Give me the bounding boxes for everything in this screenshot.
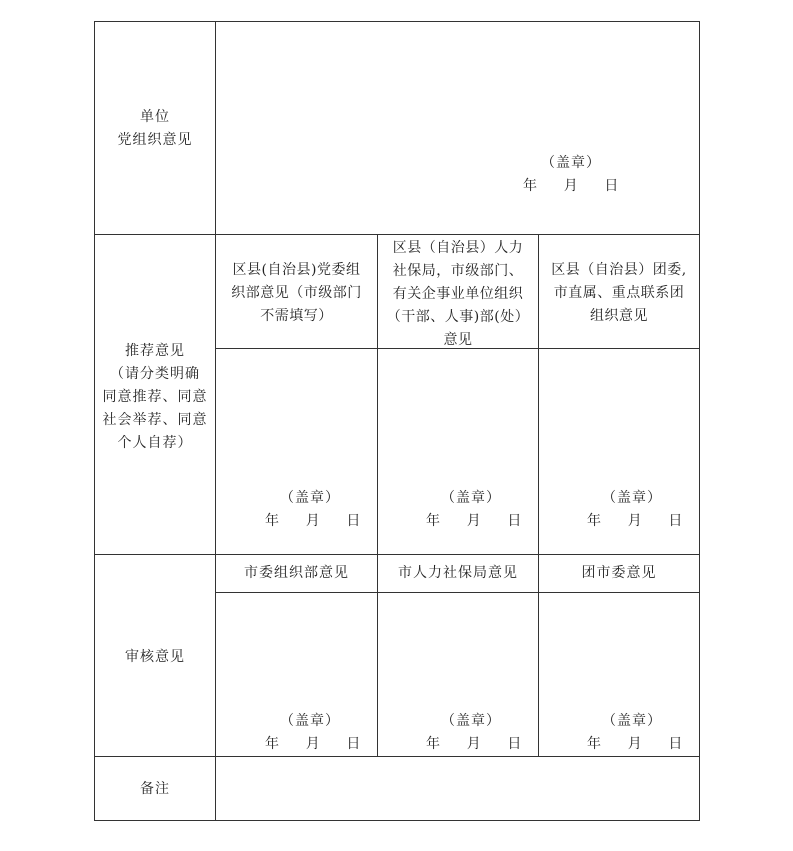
remarks-field[interactable] xyxy=(216,757,699,820)
review-col1-header: 市委组织部意见 xyxy=(244,565,349,581)
unit-party-date: 年 月 日 xyxy=(523,178,619,194)
review-col2-date: 年 月 日 xyxy=(426,736,522,752)
rec-col2-opinion-area[interactable] xyxy=(378,349,538,485)
recommendation-label-line: 个人自荐） xyxy=(117,435,193,451)
review-col2-header: 市人力社保局意见 xyxy=(398,565,518,581)
rec-col1-header-line: 织部意见（市级部门 xyxy=(231,285,362,301)
rec-col2-date: 年 月 日 xyxy=(426,513,522,529)
review-label: 审核意见 xyxy=(125,649,185,665)
rec-col3-header-line: 区县（自治县）团委, xyxy=(551,262,687,278)
rec-col2-header xyxy=(378,237,538,352)
review-col3-date: 年 月 日 xyxy=(587,736,683,752)
recommendation-label-line: 同意推荐、同意 xyxy=(102,389,208,405)
rec-col1-seal: （盖章） xyxy=(280,490,340,506)
unit-party-opinion-area[interactable] xyxy=(216,22,699,150)
rec-col2-header-line: 区县（自治县）人力 xyxy=(392,240,524,256)
unit-party-label-line1: 单位 xyxy=(140,109,170,125)
unit-party-seal: （盖章） xyxy=(541,155,601,171)
rec-col3-header-line: 市直属、重点联系团 xyxy=(553,285,685,301)
rec-col3-date: 年 月 日 xyxy=(587,513,683,529)
unit-party-label xyxy=(95,106,215,152)
rec-col2-header-line: 有关企事业单位组织 xyxy=(392,286,524,302)
review-col2-opinion-area[interactable] xyxy=(378,593,538,708)
review-col3-opinion-area[interactable] xyxy=(539,593,699,708)
review-col3-header: 团市委意见 xyxy=(581,565,657,581)
row-divider-unit xyxy=(94,234,700,235)
review-col1-date: 年 月 日 xyxy=(265,736,361,752)
rec-col1-header-line: 不需填写） xyxy=(260,308,333,324)
review-col3-seal: （盖章） xyxy=(602,713,662,729)
recommendation-label-line: （请分类明确 xyxy=(110,366,200,382)
row-divider-recommend xyxy=(94,554,700,555)
rec-col3-seal: （盖章） xyxy=(602,490,662,506)
rec-col2-header-line: （干部、人事)部(处） xyxy=(386,309,530,325)
recommendation-label-line: 社会举荐、同意 xyxy=(102,412,208,428)
rec-col1-date: 年 月 日 xyxy=(265,513,361,529)
review-col1-opinion-area[interactable] xyxy=(216,593,377,708)
table-border-right xyxy=(699,21,700,821)
unit-party-label-line2: 党组织意见 xyxy=(117,132,193,148)
rec-col3-header-line: 组织意见 xyxy=(590,308,648,324)
table-border-bottom xyxy=(94,820,700,821)
review-col1-seal: （盖章） xyxy=(280,713,340,729)
rec-col2-header-line: 意见 xyxy=(443,332,473,348)
rec-col2-header-line: 社保局，市级部门、 xyxy=(392,263,524,279)
rec-col3-opinion-area[interactable] xyxy=(539,349,699,485)
rec-col2-seal: （盖章） xyxy=(441,490,501,506)
remarks-label: 备注 xyxy=(140,781,170,797)
recommendation-label-line: 推荐意见 xyxy=(125,343,185,359)
rec-col3-header xyxy=(539,259,699,328)
recommendation-label xyxy=(95,340,215,455)
rec-col1-header xyxy=(216,259,377,328)
rec-col1-opinion-area[interactable] xyxy=(216,349,377,485)
rec-col1-header-line: 区县(自治县)党委组 xyxy=(232,262,361,278)
review-col2-seal: （盖章） xyxy=(441,713,501,729)
